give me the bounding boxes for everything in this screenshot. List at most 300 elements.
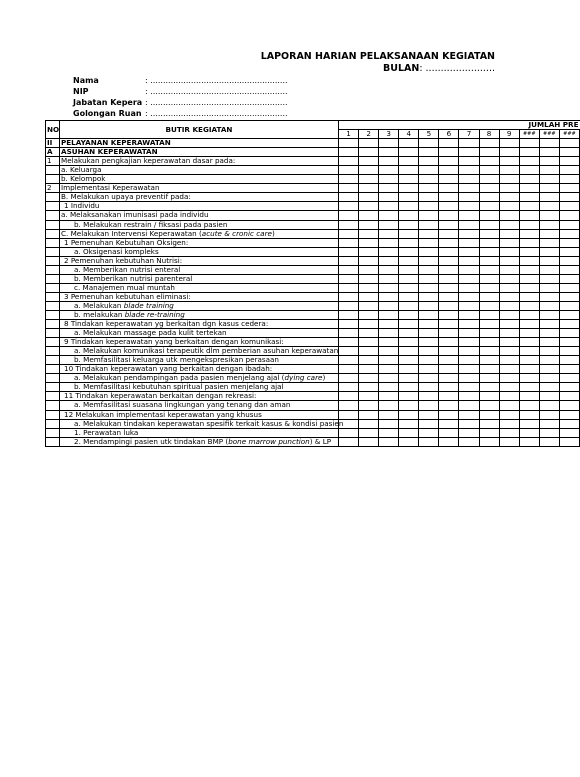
day-cell bbox=[379, 338, 399, 347]
row-text-content: 1 Pemenuhan Kebutuhan Oksigen: bbox=[64, 237, 189, 247]
day-cell bbox=[539, 211, 559, 220]
info-value: : ...................................................... bbox=[145, 87, 288, 96]
day-cell bbox=[359, 338, 379, 347]
row-text-content: 2 Pemenuhan kebutuhan Nutrisi: bbox=[64, 255, 183, 265]
day-cell bbox=[559, 148, 579, 157]
day-cell bbox=[399, 247, 419, 256]
row-no: A bbox=[46, 148, 60, 157]
row-no bbox=[46, 347, 60, 356]
day-cell bbox=[419, 310, 439, 319]
day-cell bbox=[419, 283, 439, 292]
row-text-content: a. Melakukan pendampingan pada pasien menjelang ajal (dying care) bbox=[74, 373, 326, 383]
day-cell bbox=[479, 320, 499, 329]
row-text bbox=[60, 193, 339, 202]
day-cell bbox=[339, 247, 359, 256]
day-cell bbox=[439, 383, 459, 392]
table-row bbox=[46, 220, 580, 229]
day-cell bbox=[379, 283, 399, 292]
table-row bbox=[46, 229, 580, 238]
info-label: Nama bbox=[73, 76, 99, 85]
day-cell bbox=[559, 211, 579, 220]
row-text bbox=[60, 229, 339, 238]
row-no: 1 bbox=[46, 157, 60, 166]
day-cell bbox=[539, 184, 559, 193]
day-cell bbox=[359, 265, 379, 274]
day-cell bbox=[459, 247, 479, 256]
day-cell bbox=[479, 365, 499, 374]
day-cell bbox=[339, 374, 359, 383]
day-cell bbox=[439, 356, 459, 365]
day-cell bbox=[459, 283, 479, 292]
day-cell bbox=[459, 274, 479, 283]
day-cell bbox=[419, 175, 439, 184]
day-cell bbox=[499, 320, 519, 329]
month-line bbox=[300, 63, 495, 74]
day-cell bbox=[339, 356, 359, 365]
day-cell bbox=[459, 401, 479, 410]
day-cell bbox=[499, 392, 519, 401]
day-cell bbox=[459, 365, 479, 374]
row-text-content: b. Memfasilitasi keluarga utk mengekspresikan perasaan bbox=[74, 355, 279, 365]
day-cell bbox=[559, 265, 579, 274]
day-cell bbox=[399, 175, 419, 184]
day-cell bbox=[519, 148, 539, 157]
table-row bbox=[46, 238, 580, 247]
day-cell bbox=[459, 347, 479, 356]
table-row bbox=[46, 166, 580, 175]
day-cell bbox=[439, 428, 459, 437]
day-cell bbox=[339, 175, 359, 184]
day-cell bbox=[439, 220, 459, 229]
day-cell bbox=[499, 148, 519, 157]
day-cell bbox=[399, 229, 419, 238]
row-text-content: 9 Tindakan keperawatan yang berkaitan dengan komunikasi: bbox=[64, 337, 284, 347]
day-cell bbox=[439, 437, 459, 446]
day-header: 4 bbox=[399, 130, 419, 139]
day-cell bbox=[499, 410, 519, 419]
day-cell bbox=[499, 365, 519, 374]
day-cell bbox=[419, 139, 439, 148]
day-cell bbox=[499, 265, 519, 274]
day-cell bbox=[559, 238, 579, 247]
day-cell bbox=[459, 148, 479, 157]
day-cell bbox=[559, 374, 579, 383]
row-text-content: 1 Individu bbox=[64, 201, 100, 211]
day-cell bbox=[519, 274, 539, 283]
day-cell bbox=[499, 401, 519, 410]
day-cell bbox=[479, 401, 499, 410]
day-cell bbox=[459, 292, 479, 301]
row-text-content: ASUHAN KEPERAWATAN bbox=[61, 147, 158, 157]
day-cell bbox=[399, 347, 419, 356]
day-cell bbox=[439, 265, 459, 274]
row-text-content: Implementasi Keperawatan bbox=[61, 183, 160, 193]
day-cell bbox=[539, 392, 559, 401]
day-cell bbox=[479, 383, 499, 392]
day-cell bbox=[519, 193, 539, 202]
day-cell bbox=[519, 347, 539, 356]
day-cell bbox=[539, 202, 559, 211]
row-text-content: a. Melakukan massage pada kulit tertekan bbox=[74, 328, 227, 338]
day-cell bbox=[399, 329, 419, 338]
day-cell bbox=[399, 148, 419, 157]
day-cell bbox=[339, 301, 359, 310]
day-cell bbox=[379, 383, 399, 392]
day-cell bbox=[539, 274, 559, 283]
day-cell bbox=[439, 166, 459, 175]
day-cell bbox=[419, 401, 439, 410]
row-no bbox=[46, 310, 60, 319]
day-cell bbox=[379, 310, 399, 319]
day-cell bbox=[339, 139, 359, 148]
day-cell bbox=[399, 202, 419, 211]
day-cell bbox=[359, 301, 379, 310]
day-cell bbox=[459, 202, 479, 211]
day-cell bbox=[559, 428, 579, 437]
day-cell bbox=[499, 419, 519, 428]
day-cell bbox=[479, 310, 499, 319]
row-text bbox=[60, 437, 339, 446]
day-cell bbox=[359, 419, 379, 428]
day-cell bbox=[559, 437, 579, 446]
day-cell bbox=[539, 419, 559, 428]
day-cell bbox=[559, 365, 579, 374]
day-cell bbox=[519, 139, 539, 148]
day-cell bbox=[459, 437, 479, 446]
day-cell bbox=[399, 365, 419, 374]
row-no bbox=[46, 193, 60, 202]
day-cell bbox=[359, 320, 379, 329]
day-cell bbox=[559, 310, 579, 319]
day-cell bbox=[439, 392, 459, 401]
day-cell bbox=[499, 347, 519, 356]
day-cell bbox=[559, 247, 579, 256]
row-text-content: a. Keluarga bbox=[61, 165, 102, 175]
day-cell bbox=[439, 157, 459, 166]
day-cell bbox=[399, 428, 419, 437]
day-cell bbox=[539, 148, 559, 157]
header-row bbox=[46, 121, 580, 130]
day-cell bbox=[379, 428, 399, 437]
day-cell bbox=[359, 211, 379, 220]
day-cell bbox=[459, 256, 479, 265]
day-cell bbox=[359, 247, 379, 256]
day-cell bbox=[439, 365, 459, 374]
info-row bbox=[73, 109, 288, 118]
day-cell bbox=[419, 148, 439, 157]
row-no bbox=[46, 410, 60, 419]
row-no bbox=[46, 202, 60, 211]
day-cell bbox=[399, 139, 419, 148]
day-cell bbox=[439, 193, 459, 202]
header-butir: BUTIR KEGIATAN bbox=[60, 121, 339, 139]
day-cell bbox=[339, 347, 359, 356]
day-cell bbox=[479, 166, 499, 175]
day-cell bbox=[459, 383, 479, 392]
day-cell bbox=[519, 220, 539, 229]
info-value: : ...................................................... bbox=[145, 109, 288, 118]
day-cell bbox=[399, 383, 419, 392]
day-cell bbox=[399, 419, 419, 428]
day-cell bbox=[499, 274, 519, 283]
row-text bbox=[60, 418, 344, 428]
day-cell bbox=[419, 365, 439, 374]
day-cell bbox=[379, 437, 399, 446]
day-cell bbox=[459, 356, 479, 365]
table-row bbox=[46, 211, 580, 220]
day-cell bbox=[399, 320, 419, 329]
day-cell bbox=[479, 175, 499, 184]
day-cell bbox=[359, 220, 379, 229]
day-cell bbox=[479, 356, 499, 365]
row-text-content: b. Melakukan restrain / fiksasi pada pasien bbox=[74, 219, 228, 229]
row-text bbox=[60, 238, 339, 247]
day-cell bbox=[479, 301, 499, 310]
day-cell bbox=[499, 202, 519, 211]
day-cell bbox=[499, 329, 519, 338]
day-cell bbox=[339, 229, 359, 238]
day-cell bbox=[479, 265, 499, 274]
day-cell bbox=[459, 410, 479, 419]
day-cell bbox=[519, 301, 539, 310]
day-cell bbox=[539, 265, 559, 274]
day-cell bbox=[379, 347, 399, 356]
row-text bbox=[60, 211, 339, 220]
day-cell bbox=[339, 193, 359, 202]
day-cell bbox=[539, 256, 559, 265]
day-cell bbox=[559, 401, 579, 410]
day-cell bbox=[459, 329, 479, 338]
day-cell bbox=[479, 220, 499, 229]
day-cell bbox=[499, 238, 519, 247]
day-cell bbox=[539, 410, 559, 419]
day-cell bbox=[439, 211, 459, 220]
row-no bbox=[46, 437, 60, 446]
report-title: LAPORAN HARIAN PELAKSANAAN KEGIATAN bbox=[260, 51, 495, 62]
day-cell bbox=[539, 437, 559, 446]
day-cell bbox=[439, 410, 459, 419]
day-cell bbox=[479, 410, 499, 419]
info-value: : ...................................................... bbox=[145, 76, 288, 85]
day-cell bbox=[339, 256, 359, 265]
row-no bbox=[46, 265, 60, 274]
row-text-content: a. Melakukan blade training bbox=[74, 300, 174, 310]
row-text bbox=[60, 401, 339, 410]
day-cell bbox=[439, 338, 459, 347]
row-text-content: 2. Mendampingi pasien utk tindakan BMP (bone marrow punction) & LP bbox=[74, 436, 332, 446]
day-cell bbox=[499, 193, 519, 202]
row-text-content: b. Kelompok bbox=[61, 174, 106, 184]
day-cell bbox=[519, 166, 539, 175]
day-cell bbox=[479, 157, 499, 166]
day-cell bbox=[419, 437, 439, 446]
day-cell bbox=[439, 401, 459, 410]
day-cell bbox=[359, 292, 379, 301]
day-cell bbox=[399, 211, 419, 220]
day-cell bbox=[519, 238, 539, 247]
day-cell bbox=[379, 265, 399, 274]
day-cell bbox=[359, 329, 379, 338]
day-cell bbox=[559, 292, 579, 301]
row-text-content: a. Melakukan komunikasi terapeutik dlm pemberian asuhan keperawatan bbox=[74, 346, 339, 356]
day-cell bbox=[419, 383, 439, 392]
day-cell bbox=[479, 374, 499, 383]
row-text bbox=[60, 410, 339, 419]
day-cell bbox=[499, 211, 519, 220]
day-cell bbox=[559, 202, 579, 211]
day-cell bbox=[419, 419, 439, 428]
day-cell bbox=[499, 220, 519, 229]
day-cell bbox=[399, 193, 419, 202]
day-cell bbox=[419, 347, 439, 356]
day-cell bbox=[399, 157, 419, 166]
row-no bbox=[46, 401, 60, 410]
day-cell bbox=[419, 166, 439, 175]
row-no bbox=[46, 229, 60, 238]
row-no bbox=[46, 211, 60, 220]
day-cell bbox=[559, 320, 579, 329]
day-cell bbox=[499, 175, 519, 184]
day-cell bbox=[479, 338, 499, 347]
day-cell bbox=[439, 329, 459, 338]
day-cell bbox=[459, 320, 479, 329]
day-cell bbox=[379, 139, 399, 148]
table-row bbox=[46, 410, 580, 419]
day-cell bbox=[539, 338, 559, 347]
day-cell bbox=[499, 256, 519, 265]
day-cell bbox=[479, 148, 499, 157]
day-cell bbox=[339, 166, 359, 175]
day-header: 3 bbox=[379, 130, 399, 139]
info-row bbox=[73, 87, 288, 96]
day-cell bbox=[379, 320, 399, 329]
activity-table bbox=[45, 120, 580, 447]
day-cell bbox=[439, 310, 459, 319]
day-cell bbox=[439, 175, 459, 184]
day-cell bbox=[499, 292, 519, 301]
day-cell bbox=[379, 410, 399, 419]
day-cell bbox=[339, 365, 359, 374]
day-cell bbox=[479, 202, 499, 211]
day-cell bbox=[399, 374, 419, 383]
day-cell bbox=[479, 256, 499, 265]
day-cell bbox=[479, 139, 499, 148]
day-cell bbox=[559, 229, 579, 238]
day-cell bbox=[379, 247, 399, 256]
day-cell bbox=[359, 437, 379, 446]
day-cell bbox=[419, 301, 439, 310]
row-no bbox=[46, 428, 60, 437]
day-cell bbox=[379, 193, 399, 202]
day-cell bbox=[439, 301, 459, 310]
day-cell bbox=[419, 274, 439, 283]
header-no: NO bbox=[46, 121, 60, 139]
day-cell bbox=[519, 338, 539, 347]
day-cell bbox=[539, 320, 559, 329]
day-cell bbox=[439, 347, 459, 356]
day-cell bbox=[419, 410, 439, 419]
day-cell bbox=[359, 283, 379, 292]
day-cell bbox=[359, 310, 379, 319]
row-no: II bbox=[46, 139, 60, 148]
day-cell bbox=[519, 329, 539, 338]
row-text-content: 3 Pemenuhan kebutuhan eliminasi: bbox=[64, 291, 191, 301]
row-text-content: a. Memberikan nutrisi enteral bbox=[74, 264, 181, 274]
day-cell bbox=[539, 139, 559, 148]
day-cell bbox=[519, 256, 539, 265]
day-cell bbox=[479, 229, 499, 238]
day-cell bbox=[559, 383, 579, 392]
day-cell bbox=[519, 310, 539, 319]
day-cell bbox=[339, 310, 359, 319]
row-no bbox=[46, 320, 60, 329]
day-cell bbox=[439, 283, 459, 292]
day-cell bbox=[399, 437, 419, 446]
day-cell bbox=[539, 310, 559, 319]
day-cell bbox=[539, 238, 559, 247]
day-cell bbox=[499, 139, 519, 148]
day-cell bbox=[539, 166, 559, 175]
day-cell bbox=[399, 265, 419, 274]
day-cell bbox=[379, 166, 399, 175]
day-cell bbox=[379, 365, 399, 374]
day-cell bbox=[339, 383, 359, 392]
day-cell bbox=[419, 374, 439, 383]
day-cell bbox=[559, 283, 579, 292]
day-cell bbox=[559, 175, 579, 184]
day-cell bbox=[339, 437, 359, 446]
day-cell bbox=[539, 329, 559, 338]
day-cell bbox=[479, 428, 499, 437]
table-row bbox=[46, 274, 580, 283]
day-cell bbox=[359, 184, 379, 193]
day-cell bbox=[399, 292, 419, 301]
table-row bbox=[46, 247, 580, 256]
day-cell bbox=[359, 356, 379, 365]
day-cell bbox=[479, 238, 499, 247]
day-cell bbox=[359, 392, 379, 401]
info-label: Golongan Ruan bbox=[73, 109, 142, 118]
day-cell bbox=[519, 428, 539, 437]
day-cell bbox=[419, 265, 439, 274]
row-text-content: Melakukan pengkajian keperawatan dasar pada: bbox=[61, 156, 236, 166]
row-text-content: 11 Tindakan keperawatan berkaitan dengan rekreasi: bbox=[64, 391, 257, 401]
row-text bbox=[60, 265, 339, 274]
day-cell bbox=[379, 419, 399, 428]
day-cell bbox=[419, 428, 439, 437]
day-cell bbox=[379, 301, 399, 310]
activity-sheet bbox=[45, 120, 579, 506]
day-header: 8 bbox=[479, 130, 499, 139]
day-cell bbox=[359, 365, 379, 374]
day-cell bbox=[519, 392, 539, 401]
day-cell bbox=[559, 193, 579, 202]
row-no bbox=[46, 338, 60, 347]
day-cell bbox=[339, 265, 359, 274]
row-text-content: a. Memfasilitasi suasana lingkungan yang tenang dan aman bbox=[74, 400, 291, 410]
day-cell bbox=[559, 166, 579, 175]
day-cell bbox=[439, 247, 459, 256]
day-cell bbox=[519, 175, 539, 184]
day-header: ### bbox=[519, 130, 539, 139]
table-row bbox=[46, 256, 580, 265]
day-cell bbox=[419, 157, 439, 166]
day-cell bbox=[379, 256, 399, 265]
day-cell bbox=[559, 419, 579, 428]
day-cell bbox=[359, 274, 379, 283]
day-cell bbox=[499, 338, 519, 347]
day-cell bbox=[539, 220, 559, 229]
